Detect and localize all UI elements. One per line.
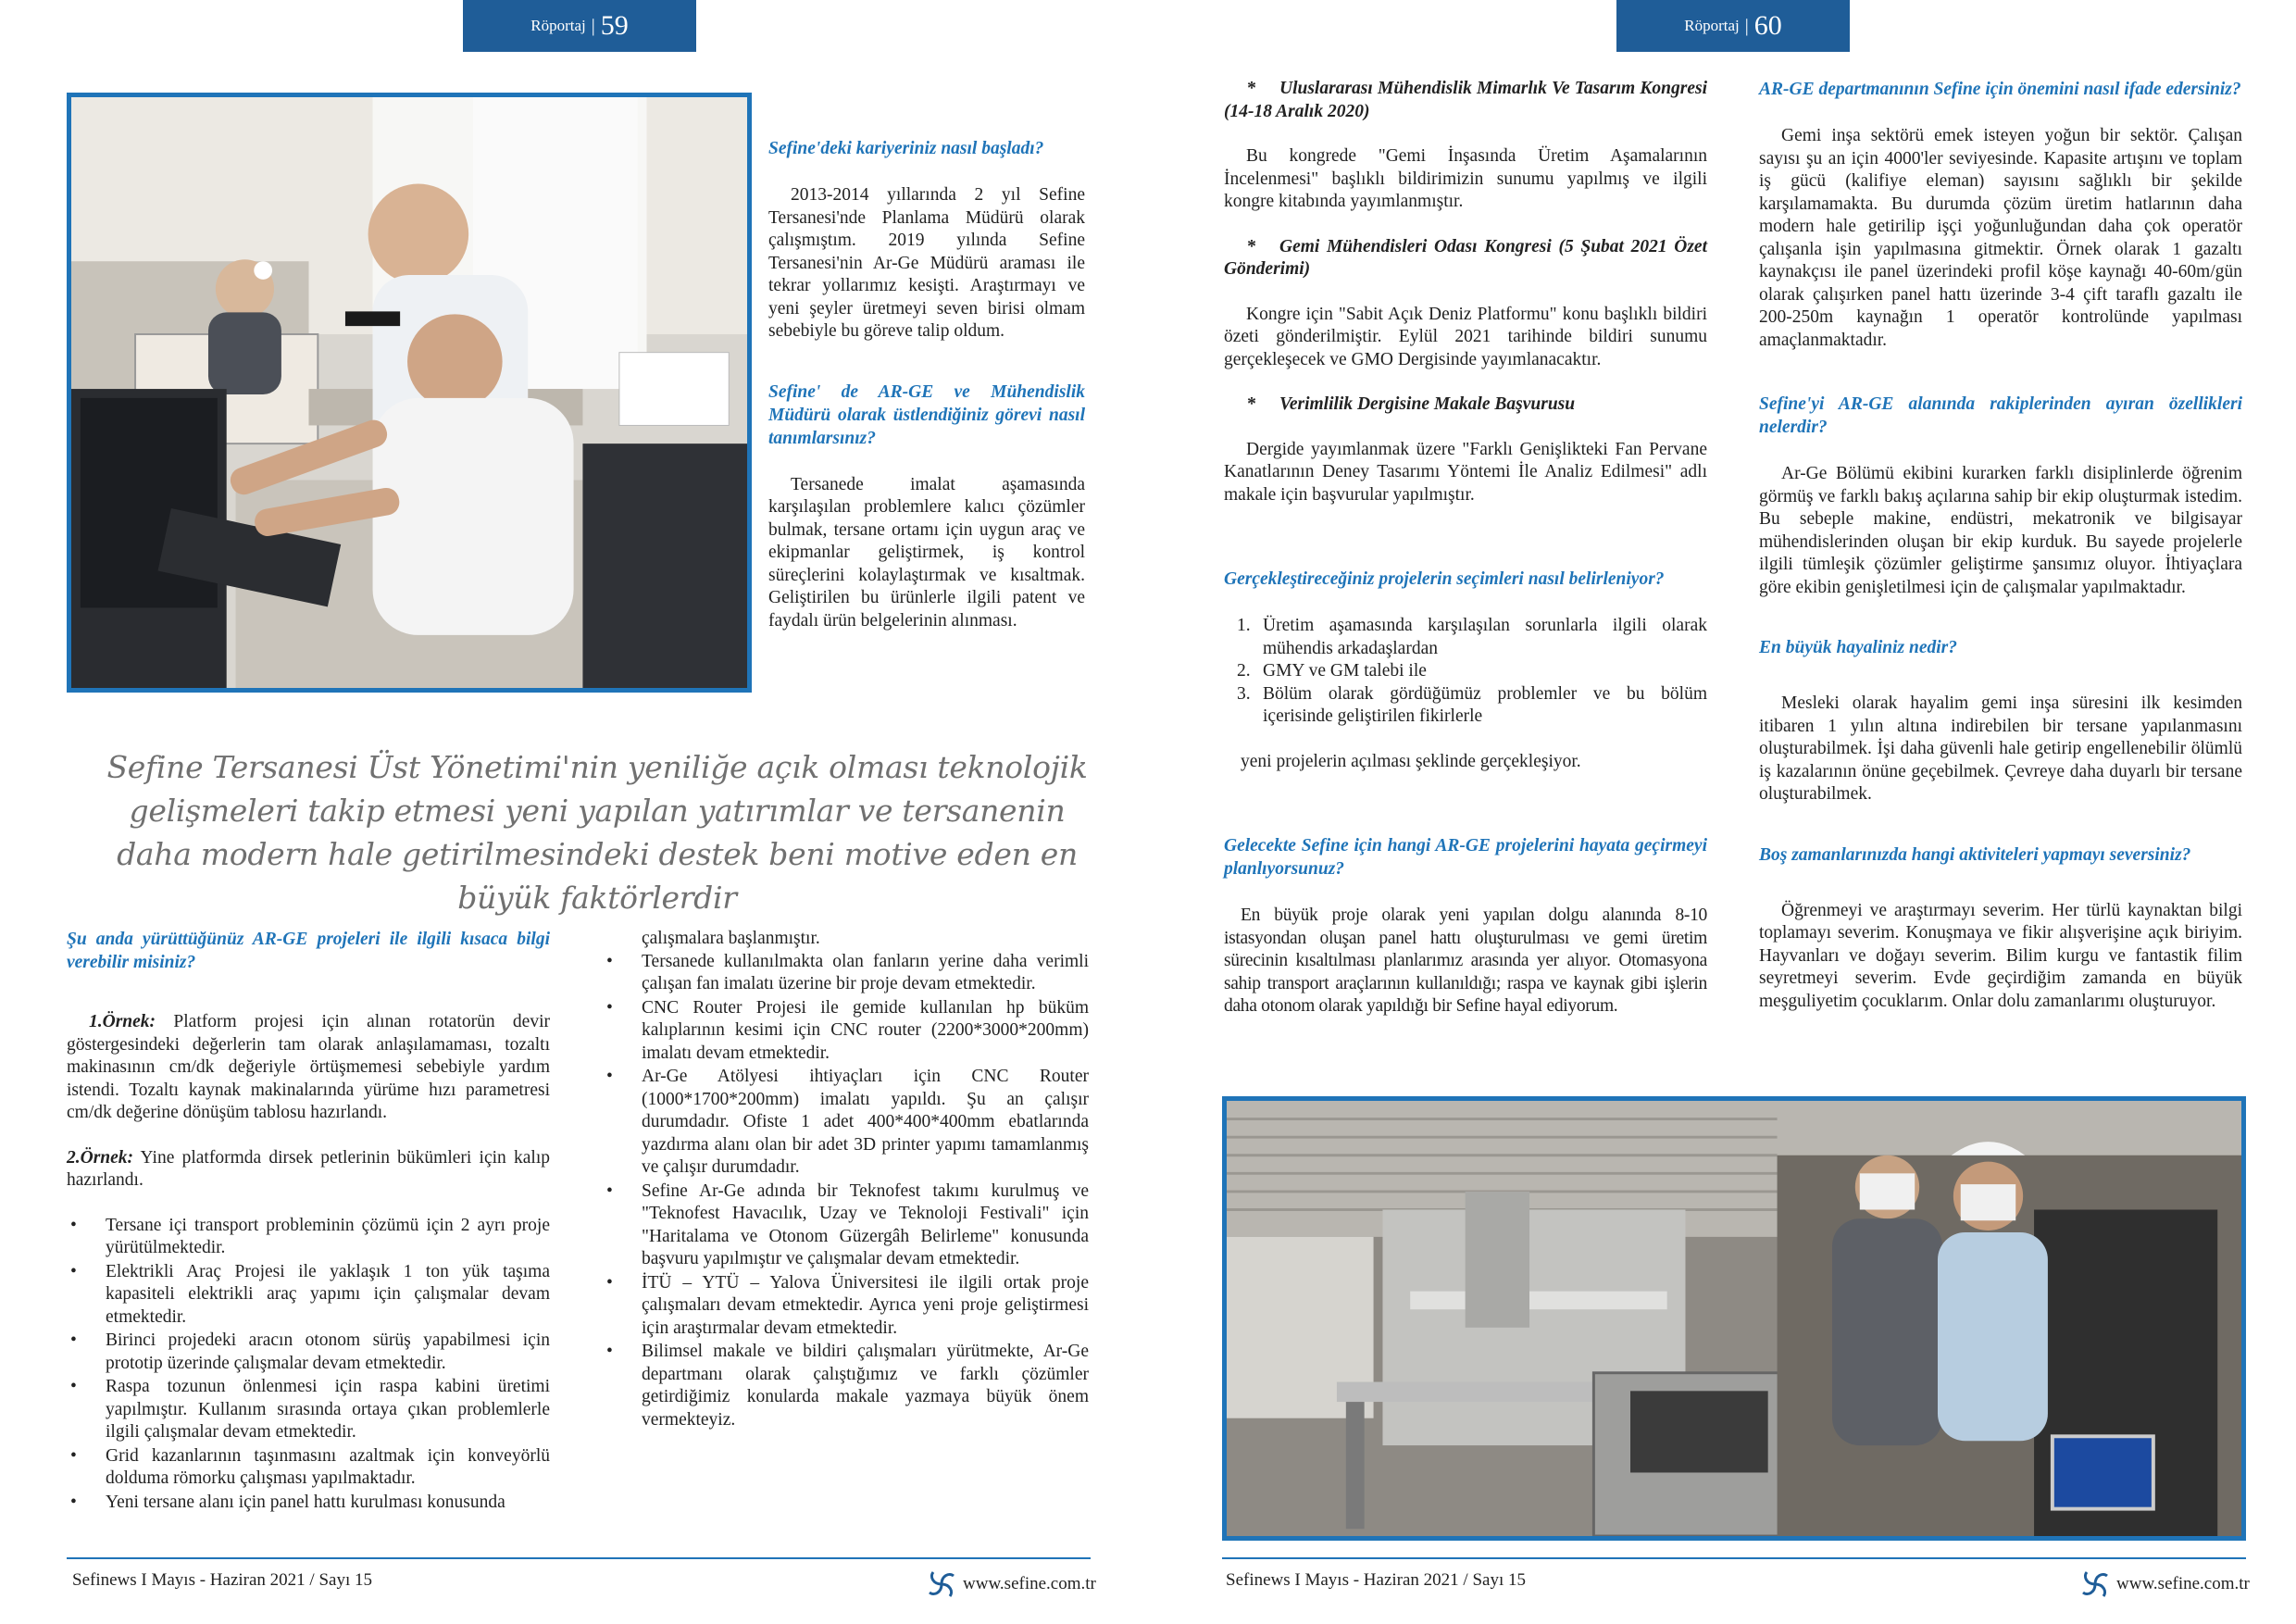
page-tab-left bbox=[463, 0, 696, 52]
congress-heading-1: * Uluslararası Mühendislik Mimarlık Ve Tasarım Kongresi (14-18 Aralık 2020) bbox=[1224, 79, 1707, 121]
question-rnd-importance: AR-GE departmanının Sefine için önemini nasıl ifade edersiniz? bbox=[1759, 80, 2241, 99]
answer-competitive-edge: Ar-Ge Bölümü ekibini kurarken farklı disiplinlerde öğrenim görmüş ve farklı bakış açılarına sahip bir ekip oluşturmak istedim. Bu sebeple makine, endüstri, mekatronik ve bilgisayar mühendislerinden oluşan bir ekip kurduk. Bu sayede projelerle ilgili tümleşik çözümler geliştirme şansımız oluyor. İhtiyaçlara göre ekibin genişletilmesi için de çalışmalar yapılmaktadır. bbox=[1759, 464, 2242, 597]
list-item: • İTÜ – YTÜ – Yalova Üniversitesi ile ilgili ortak proje çalışmaları devam etmektedir. Ayrıca yeni proje geliştirmesi için araştırmalar devam etmektedir. bbox=[603, 1272, 1089, 1341]
page-number: 60 bbox=[1753, 10, 1782, 41]
list-item: • CNC Router Projesi ile gemide kullanılan hp büküm kalıplarının kesimi için CNC router (2200*3000*200mm) imalatı devam etmektedir. bbox=[603, 997, 1089, 1066]
office-photo bbox=[67, 93, 752, 693]
answer-free-time: Öğrenmeyi ve araştırmayı severim. Her türlü kaynaktan bilgi toplamayı severim. Konuşmaya ve fikir alışverişine açık biriyim. Hayvanları ve doğayı severim. Bilim kurgu ve fantastik filim seyretmeyi severim. Evde geçirdiğim zamanda en büyük meşguliyetim çocuklarım. Onlar dolu zamanlarımı oluşturuyor. bbox=[1759, 900, 2242, 1011]
congress-text-2: Kongre için "Sabit Açık Deniz Platformu" konu başlıklı bildiri özeti gönderilmiştir. Eylül 2021 tarihinde bildiri sunumu gerçekleşecek ve GMO Dergisinde yayımlanacaktır. bbox=[1224, 304, 1707, 369]
page-number: 59 bbox=[600, 10, 629, 41]
question-future-projects: Gelecekte Sefine için hangi AR-GE projelerini hayata geçirmeyi planlıyorsunuz? bbox=[1224, 836, 1707, 879]
example-1-label: 1.Örnek: bbox=[89, 1012, 156, 1031]
left-page-column-2 bbox=[603, 928, 1089, 1432]
sefine-swirl-icon bbox=[2079, 1568, 2111, 1600]
congress-text-1: Bu kongrede "Gemi İnşasında Üretim Aşamalarının İncelenmesi" başlıklı bildirimizin sunumu yapılmış ve ilgili kongre kitabında yayımlanmıştır. bbox=[1224, 146, 1707, 211]
right-page-column-1 bbox=[1224, 78, 1707, 1041]
tab-separator: | bbox=[1744, 15, 1749, 36]
list-item: • Tersane içi transport probleminin çözümü için 2 ayrı proje yürütülmektedir. bbox=[67, 1215, 550, 1260]
list-item: • Ar-Ge Atölyesi ihtiyaçları için CNC Router (1000*1700*200mm) imalatı yapıldı. Şu an çalışır durumdadır. Ofiste 1 adet 400*400*400mm ebatlarında yazdırma alanı olan bir adet 3D printer yapımı tamamlanmış ve çalışır durumdadır. bbox=[603, 1066, 1089, 1180]
answer-future-projects: En büyük proje olarak yeni yapılan dolgu alanında 8-10 istasyondan oluşan panel hattı oluşturulması ve gemi üretim sürecinin kısaltılması planlarımız arasında yer alıyor. Otomasyona sahip transport araçlarının kullanıldığı; raspa ve kaynak gibi işlerin daha otonom olarak yapıldığı bir Sefine hayal ediyorum. bbox=[1224, 906, 1707, 1016]
list-item: • Sefine Ar-Ge adında bir Teknofest takımı kurulmuş ve "Teknofest Havacılık, Uzay ve Teknoloji Festivali" için "Haritalama ve Otonom Güzergâh Belirleme" konusunda başvuru yapılmıştır ve çalışmalar devam etmektedir. bbox=[603, 1181, 1089, 1271]
selection-list bbox=[1224, 615, 1707, 729]
office-photo-illustration bbox=[71, 97, 747, 688]
list-item: 1. Üretim aşamasında karşılaşılan sorunlarla ilgili olarak mühendis arkadaşlardan bbox=[1237, 616, 1707, 658]
left-page-right-column bbox=[768, 137, 1085, 655]
left-page-column-1 bbox=[67, 928, 550, 1515]
question-career-start: Sefine'deki kariyeriniz nasıl başladı? bbox=[768, 139, 1044, 158]
project-list-2 bbox=[603, 951, 1089, 1432]
footer-website[interactable] bbox=[926, 1568, 1096, 1600]
answer-rnd-importance: Gemi inşa sektörü emek isteyen yoğun bir sektör. Çalışan sayısı şu an için 4000'ler seviyesinde. Kapasite artışını ve toplam iş gücü (kalifiye eleman) sayısını sağlıklı bir şekilde karşılamamakta. Bu durumda çözüm üretim hatlarının daha modern hale getirilip işçi yoğunluğundan daha çok operatör çalışanla işin yapılmasına gitmektir. Örnek olarak 1 gazaltı kaynakçısı ile panel üzerindeki profil köşe kaynağı 40-60m/gün olarak çalışırken panel hattı üzerinde 3-4 çift taraflı gazaltı ile 200-250m kaynağın 1 operatör kontrolünde yapılması amaçlanmaktadır. bbox=[1759, 126, 2242, 350]
question-competitive-edge: Sefine'yi AR-GE alanında rakiplerinden ayıran özellikleri nelerdir? bbox=[1759, 394, 2242, 437]
question-current-projects: Şu anda yürüttüğünüz AR-GE projeleri ile ilgili kısaca bilgi verebilir misiniz? bbox=[67, 930, 550, 972]
example-1-text: Platform projesi için alınan rotatorün devir göstergesindeki değerlerin tam olarak anlaşılamaması, tozaltı makinasının cm/dk değeriyle örtüşmemesi sebebiyle yardım istendi. Tozaltı kaynak makinalarında yürüme hızı parametresi cm/dk değerine dönüşüm tablosu hazırlandı. bbox=[67, 1012, 551, 1122]
section-label: Röportaj bbox=[1684, 17, 1740, 34]
example-1 bbox=[67, 1011, 550, 1125]
example-2 bbox=[67, 1147, 550, 1193]
list-item: 2. GMY ve GM talebi ile bbox=[1237, 661, 1427, 681]
question-free-time: Boş zamanlarınızda hangi aktiviteleri yapmayı seversiniz? bbox=[1759, 844, 2191, 865]
list-item: • Yeni tersane alanı için panel hattı kurulması konusunda bbox=[67, 1492, 550, 1515]
right-page-column-2 bbox=[1759, 78, 2242, 1035]
congress-heading-2: * Gemi Mühendisleri Odası Kongresi (5 Şubat 2021 Özet Gönderimi) bbox=[1224, 236, 1707, 279]
congress-text-3: Dergide yayımlanmak üzere "Farklı Genişlikteki Fan Pervane Kanatlarının Deney Tasarımı Yöntemi İle Analiz Edilmesi" adlı makale için başvurular yapılmıştır. bbox=[1224, 439, 1707, 505]
answer-biggest-dream: Mesleki olarak hayalim gemi inşa süresini ilk kesimden itibaren 1 yılın altına indirebilen bir tersane yapılanmasını oluşturabilmek. İşi daha güvenli hale getirip engellenebilir ölümlü iş kazalarının önüne geçebilmek. Çevreye daha duyarlı bir tersane oluşturabilmek. bbox=[1759, 693, 2242, 804]
pull-quote: Sefine Tersanesi Üst Yönetimi'nin yeniliğe açık olması teknolojik gelişmeleri takip etmesi yeni yapılan yatırımlar ve tersanenin daha modern hale getirilmesindeki destek beni motive eden en büyük faktörlerdir bbox=[106, 749, 1088, 916]
list-continuation: çalışmalara başlanmıştır. bbox=[642, 929, 820, 948]
section-label: Röportaj bbox=[530, 17, 586, 34]
question-role-definition: Sefine' de AR-GE ve Mühendislik Müdürü olarak üstlendiğiniz görevi nasıl tanımlarsınız? bbox=[768, 381, 1085, 448]
footer-issue-info: Sefinews I Mayıs - Haziran 2021 / Sayı 15 bbox=[1226, 1570, 1526, 1590]
selection-summary: yeni projelerin açılması şeklinde gerçekleşiyor. bbox=[1241, 751, 1581, 771]
list-item: • Tersanede kullanılmakta olan fanların yerine daha verimli çalışan fan imalatı üzerine bir proje devam etmektedir. bbox=[603, 951, 1089, 996]
answer-career-start: 2013-2014 yıllarında 2 yıl Sefine Tersanesi'nde Planlama Müdürü olarak çalışmıştım. 2019 yılında Sefine Tersanesi'nin Ar-Ge Müdürü araması ile tekrar yollarımız kesişti. Araştırmayı ve yeni şeyler üretmeyi seven birisi olmam sebebiyle bu göreve talip oldum. bbox=[768, 185, 1085, 341]
footer-url[interactable]: www.sefine.com.tr bbox=[2116, 1574, 2250, 1593]
example-2-text: Yine platformda dirsek petlerinin bükümleri için kalıp hazırlandı. bbox=[67, 1147, 550, 1190]
question-biggest-dream: En büyük hayaliniz nedir? bbox=[1759, 638, 1958, 657]
footer-website[interactable] bbox=[2079, 1568, 2250, 1600]
list-item: 3. Bölüm olarak gördüğümüz problemler ve bu bölüm içerisinde geliştirilen fikirlerle bbox=[1237, 683, 1707, 726]
list-item: • Elektrikli Araç Projesi ile yaklaşık 1 ton yük taşıma kapasiteli elektrikli araç yapımı için çalışmalar devam etmektedir. bbox=[67, 1261, 550, 1330]
tab-separator: | bbox=[591, 15, 595, 36]
footer-url[interactable]: www.sefine.com.tr bbox=[963, 1574, 1096, 1593]
list-item: • Bilimsel makale ve bildiri çalışmaları yürütmekte, Ar-Ge departmanı olarak çalıştığımız ve farklı çözümler getirdiğimiz konularda makale yazmaya büyük önem vermekteyiz. bbox=[603, 1341, 1089, 1431]
workshop-photo bbox=[1222, 1096, 2246, 1541]
sefine-swirl-icon bbox=[926, 1568, 957, 1600]
example-2-label: 2.Örnek: bbox=[67, 1147, 134, 1168]
list-item: • Raspa tozunun önlenmesi için raspa kabini üretimi yapılmıştır. Kullanım sırasında ortaya çıkan problemlerle ilgili çalışmalar devam etmektedir. bbox=[67, 1376, 550, 1444]
list-item: • Birinci projedeki aracın otonom sürüş yapabilmesi için prototip üzerinde çalışmalar devam etmektedir. bbox=[67, 1330, 550, 1375]
footer-divider bbox=[67, 1557, 1091, 1559]
project-list-1 bbox=[67, 1215, 550, 1515]
congress-heading-3: * Verimlilik Dergisine Makale Başvurusu bbox=[1247, 394, 1576, 414]
footer-issue-info: Sefinews I Mayıs - Haziran 2021 / Sayı 15 bbox=[72, 1570, 372, 1590]
list-item: • Grid kazanlarının taşınmasını azaltmak için konveyörlü dolduma römorku çalışması yapılmaktadır. bbox=[67, 1445, 550, 1491]
page-tab-right bbox=[1616, 0, 1850, 52]
question-project-selection: Gerçekleştireceğiniz projelerin seçimleri nasıl belirleniyor? bbox=[1224, 569, 1665, 589]
answer-role-definition: Tersanede imalat aşamasında karşılaşılan problemlere kalıcı çözümler bulmak, tersane ortamı için uygun araç ve ekipmanlar geliştirmek, iş kontrol süreçlerini kolaylaştırmak ve kısaltmak. Geliştirilen bu ürünlerle ilgili patent ve faydalı ürün belgelerinin alınması. bbox=[768, 474, 1085, 631]
workshop-photo-illustration bbox=[1227, 1101, 2241, 1536]
footer-divider bbox=[1222, 1557, 2246, 1559]
